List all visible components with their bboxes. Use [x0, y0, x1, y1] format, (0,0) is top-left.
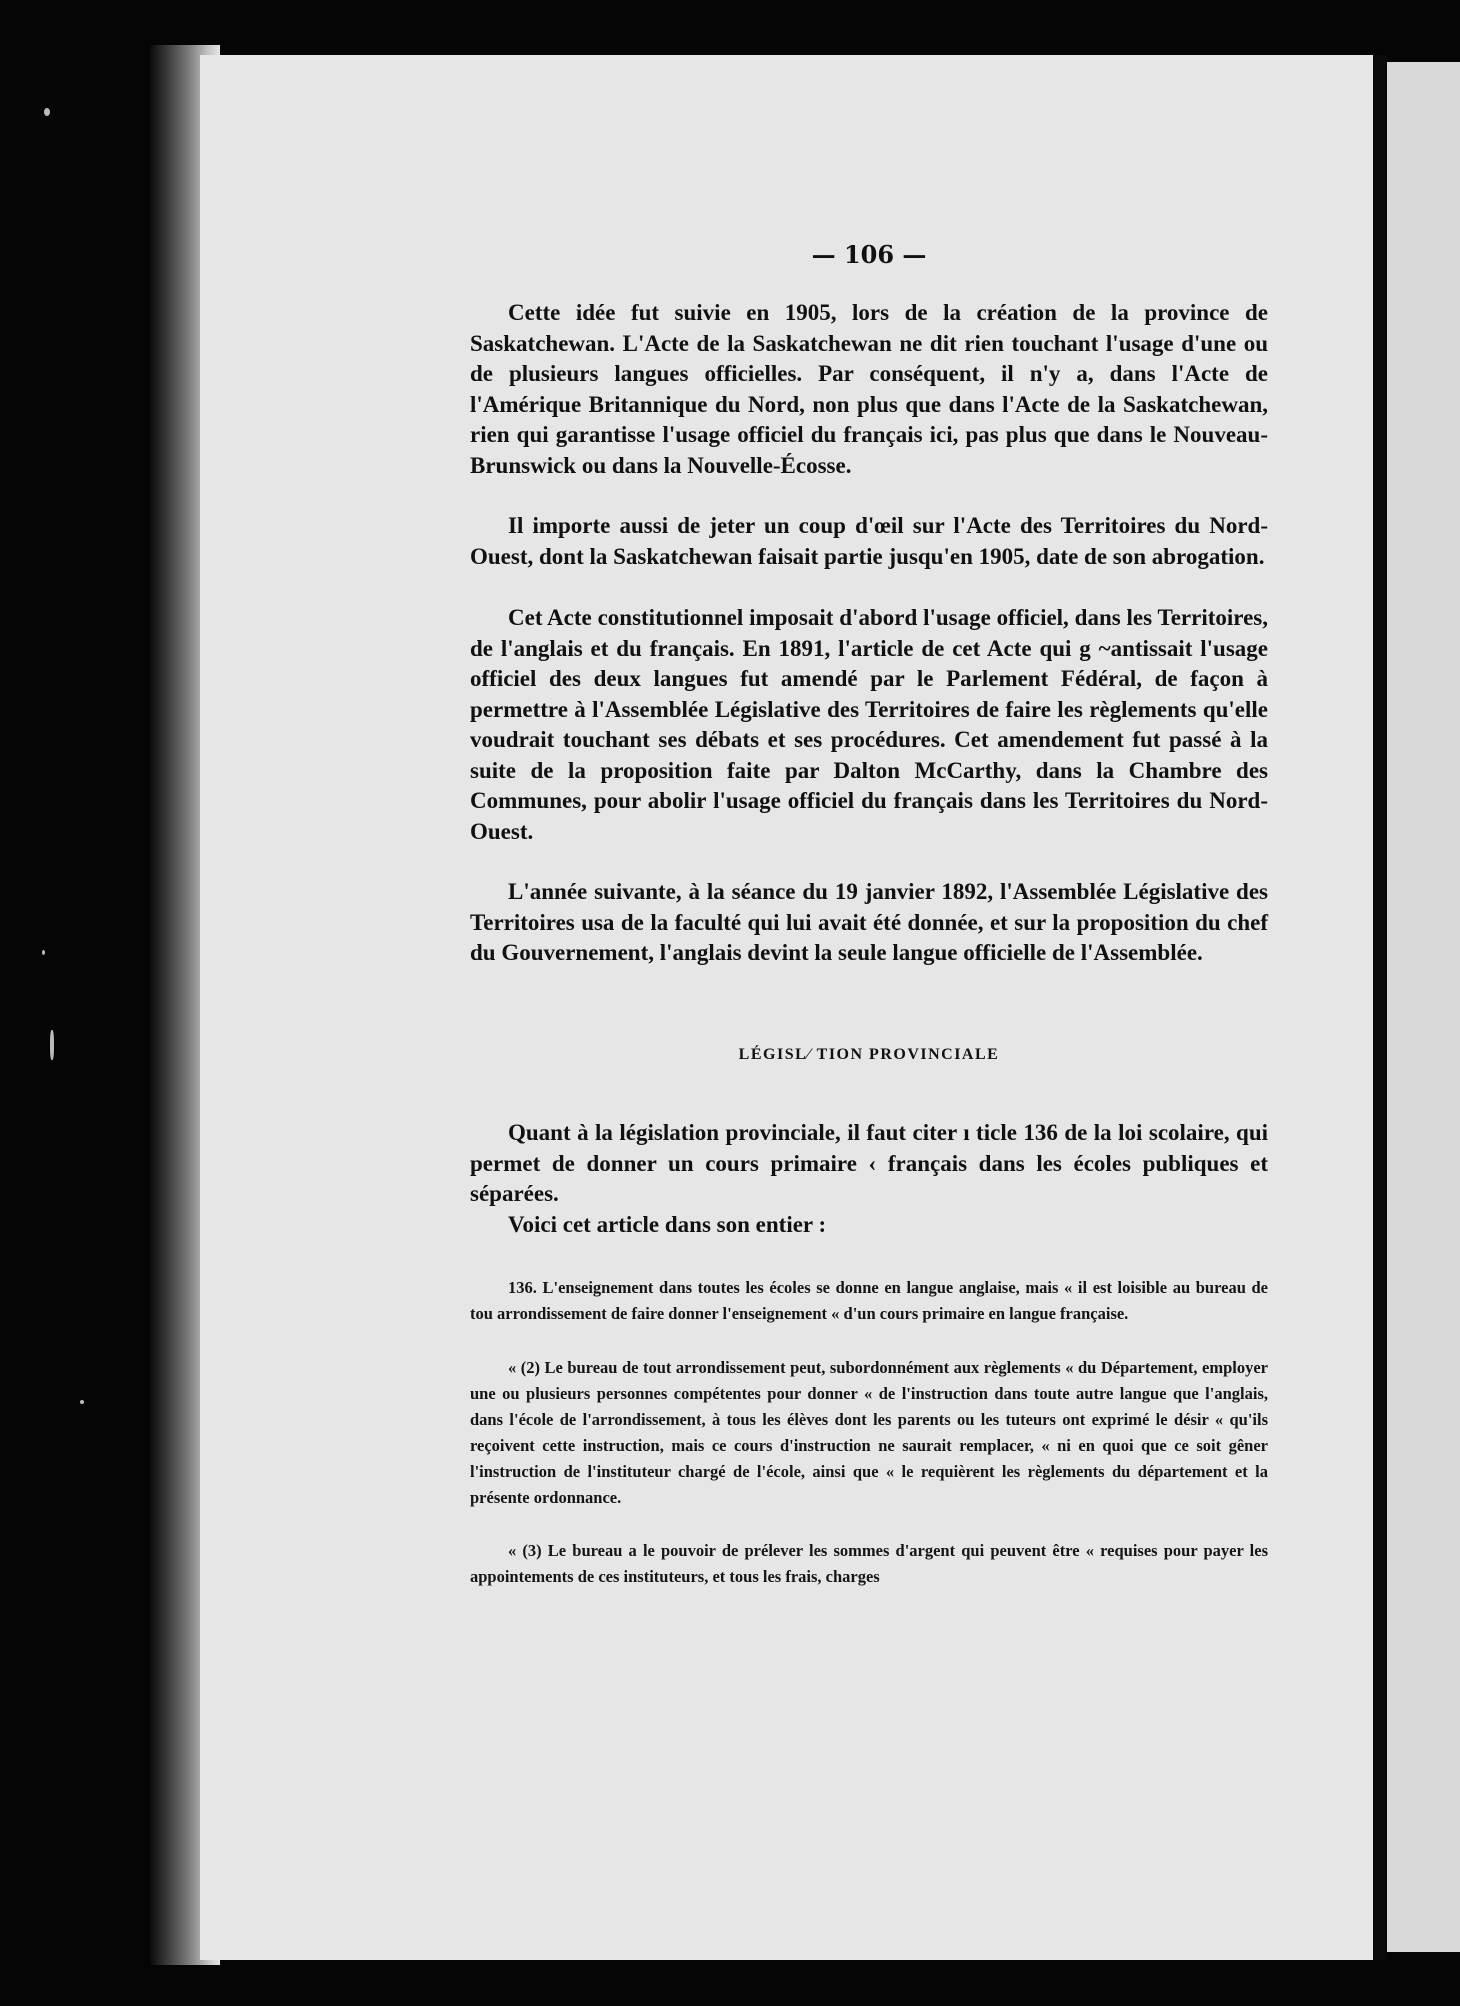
section-heading: LÉGISL⁄ TION PROVINCIALE	[738, 1046, 1000, 1063]
film-speck	[80, 1400, 84, 1404]
paragraph-legislation-provinciale: Quant à la législation provinciale, il faut citer ı ticle 136 de la loi scolaire, qui permet de donner un cours primaire ‹ français dans les écoles publiques et séparées.	[470, 1120, 1268, 1206]
film-speck	[50, 1030, 54, 1060]
film-speck	[42, 950, 45, 955]
quote-article-136-paragraph-2: « (2) Le bureau de tout arrondissement peut, subordonnément aux règlements « du Département, employer une ou plusieurs personnes compétentes pour donner « de l'instruction dans toute autre langue que l'anglais, dans l'école de l'arrondissement, à tous les élèves dont les parents ou les tuteurs ont exprimé le désir « qu'ils reçoivent cette instruction, mais ce cours d'instruction ne saurait remplacer, « ni en quoi que ce soit gêner l'instruction de l'instituteur chargé de l'école, ainsi que « le requièrent les règlements du département et la présente ordonnance.	[470, 1358, 1268, 1507]
paragraph-annee-suivante: L'année suivante, à la séance du 19 janvier 1892, l'Assemblée Législative des Territoires usa de la faculté qui lui avait été donnée, et sur la proposition du chef du Gouvernement, l'anglais devint la seule langue officielle de l'Assemblée.	[470, 879, 1268, 965]
paragraph-acte-constitutionnel: Cet Acte constitutionnel imposait d'abord l'usage officiel, dans les Territoires, de l'anglais et du français. En 1891, l'article de cet Acte qui g ~antissait l'usage officiel des deux langues fut amendé par le Parlement Fédéral, de façon à permettre à l'Assemblée Législative des Territoires de faire les règlements qu'elle voudrait touchant ses débats et ses procédures. Cet amendement fut passé à la suite de la proposition faite par Dalton McCarthy, dans la Chambre des Communes, pour abolir l'usage officiel du français dans les Territoires du Nord-Ouest.	[470, 605, 1268, 844]
quote-article-136: 136. L'enseignement dans toutes les écoles se donne en langue anglaise, mais « il est loisible au bureau de tou arrondissement de faire donner l'enseignement « d'un cours primaire en langue française.	[470, 1278, 1268, 1323]
paragraph-saskatchewan: Cette idée fut suivie en 1905, lors de la création de la province de Saskatchewan. L'Acte de la Saskatchewan ne dit rien touchant l'usage d'une ou de plusieurs langues officielles. Par conséquent, il n'y a, dans l'Acte de l'Amérique Britannique du Nord, non plus que dans l'Acte de la Saskatchewan, rien qui garantisse l'usage officiel du français ici, pas plus que dans le Nouveau-Brunswick ou dans la Nouvelle-Écosse.	[470, 300, 1268, 478]
page-edge-shadow	[1373, 55, 1387, 1960]
paragraph-territoires: Il importe aussi de jeter un coup d'œil sur l'Acte des Territoires du Nord-Ouest, dont la Saskatchewan faisait partie jusqu'en 1905, date de son abrogation.	[470, 513, 1268, 569]
paragraph-voici-article: Voici cet article dans son entier :	[508, 1212, 827, 1237]
adjacent-page	[1387, 62, 1460, 1952]
quote-article-136-paragraph-3: « (3) Le bureau a le pouvoir de prélever les sommes d'argent qui peuvent être « requises pour payer les appointements de ces instituteurs, et tous les frais, charges	[470, 1541, 1268, 1586]
page-number: — 106 —	[811, 240, 927, 269]
film-speck	[44, 108, 50, 116]
